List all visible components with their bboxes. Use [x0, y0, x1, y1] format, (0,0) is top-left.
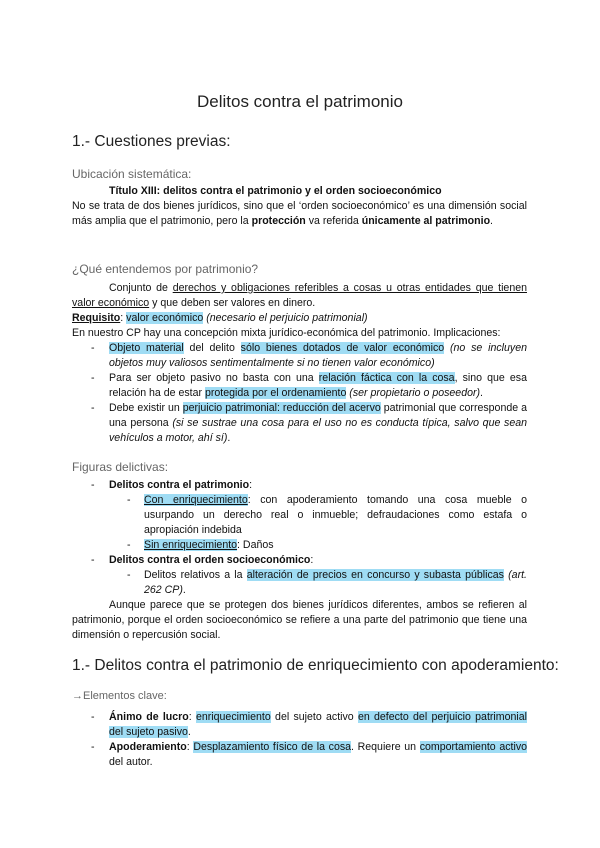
- list-item: - Delitos relativos a la alteración de precios en concurso y subasta públicas (art. 262 CP).: [72, 568, 527, 598]
- requisito-line: Requisito: valor económico (necesario el perjuicio patrimonial): [72, 312, 368, 324]
- elementos-clave-label: →Elementos clave:: [72, 690, 167, 702]
- subheading-figuras: Figuras delictivas:: [72, 460, 169, 474]
- list-item: - Ánimo de lucro: enriquecimiento del sujeto activo en defecto del perjuicio patrimonial del sujeto pasivo.: [72, 710, 527, 740]
- section-heading-cuestiones-previas: 1.- Cuestiones previas:: [72, 133, 231, 150]
- elementos-list: [72, 710, 527, 770]
- list-item: - Debe existir un perjuicio patrimonial: reducción del acervo patrimonial que corresponde a una persona (si se sustrae una cosa para el uso no es conducta típica, salvo que sean vehículos a motor, ahí sí).: [72, 401, 527, 446]
- titulo-xiii: Título XIII: delitos contra el patrimonio y el orden socioeconómico: [109, 185, 442, 197]
- list-item: - Para ser objeto pasivo no basta con una relación fáctica con la cosa, sino que esa relación ha de estar protegida por el ordenamiento (ser propietario o poseedor).: [72, 371, 527, 401]
- elementos-block: [72, 710, 527, 770]
- figuras-list: [72, 478, 527, 598]
- patrimonio-block: [72, 281, 527, 446]
- sublist: [72, 568, 527, 598]
- section-heading-enriquecimiento: 1.- Delitos contra el patrimonio de enriquecimiento con apoderamiento:: [72, 657, 559, 674]
- cp-line: En nuestro CP hay una concepción mixta jurídico-económica del patrimonio. Implicaciones:: [72, 327, 501, 339]
- list-item: - Apoderamiento: Desplazamiento físico de la cosa. Requiere un comportamiento activo del autor.: [72, 740, 527, 770]
- ubicacion-paragraph: No se trata de dos bienes jurídicos, sino que el ‘orden socioeconómico’ es una dimensión social más amplia que el patrimonio, pero la protección va referida únicamente al patrimonio.: [72, 200, 527, 227]
- list-item: - Objeto material del delito sólo bienes dotados de valor económico (no se incluyen objetos muy valiosos sentimentalmente si no tienen valor económico): [72, 341, 527, 371]
- list-item: - Sin enriquecimiento: Daños: [72, 538, 527, 553]
- list-item: - Delitos contra el patrimonio: - Con enriquecimiento: con apoderamiento tomando una cosa mueble o usurpando un derecho real o inmueble; defraudaciones como estafa o apropiación indebida - Sin enriquecimiento: Daños: [72, 478, 527, 553]
- sublist: [72, 493, 527, 553]
- closing-paragraph: Aunque parece que se protegen dos bienes jurídicos diferentes, ambos se refieren al patrimonio, porque el orden socioeconómico se refiere a una parte del patrimonio que tiene una dimensión o repercusión social.: [72, 599, 527, 641]
- list-item: - Con enriquecimiento: con apoderamiento tomando una cosa mueble o usurpando un derecho real o inmueble; defraudaciones como estafa o apropiación indebida: [72, 493, 527, 538]
- figuras-block: [72, 478, 527, 643]
- conjunto-paragraph: Conjunto de derechos y obligaciones referibles a cosas u otras entidades que tienen valor económico y que deben ser valores en dinero.: [72, 282, 527, 309]
- implicaciones-list: [72, 341, 527, 446]
- subheading-ubicacion: Ubicación sistemática:: [72, 167, 192, 181]
- ubicacion-block: [72, 184, 527, 229]
- document-title: Delitos contra el patrimonio: [197, 92, 403, 111]
- subheading-patrimonio: ¿Qué entendemos por patrimonio?: [72, 262, 259, 276]
- list-item: - Delitos contra el orden socioeconómico: - Delitos relativos a la alteración de precios en concurso y subasta públicas (art. 262 CP).: [72, 553, 527, 598]
